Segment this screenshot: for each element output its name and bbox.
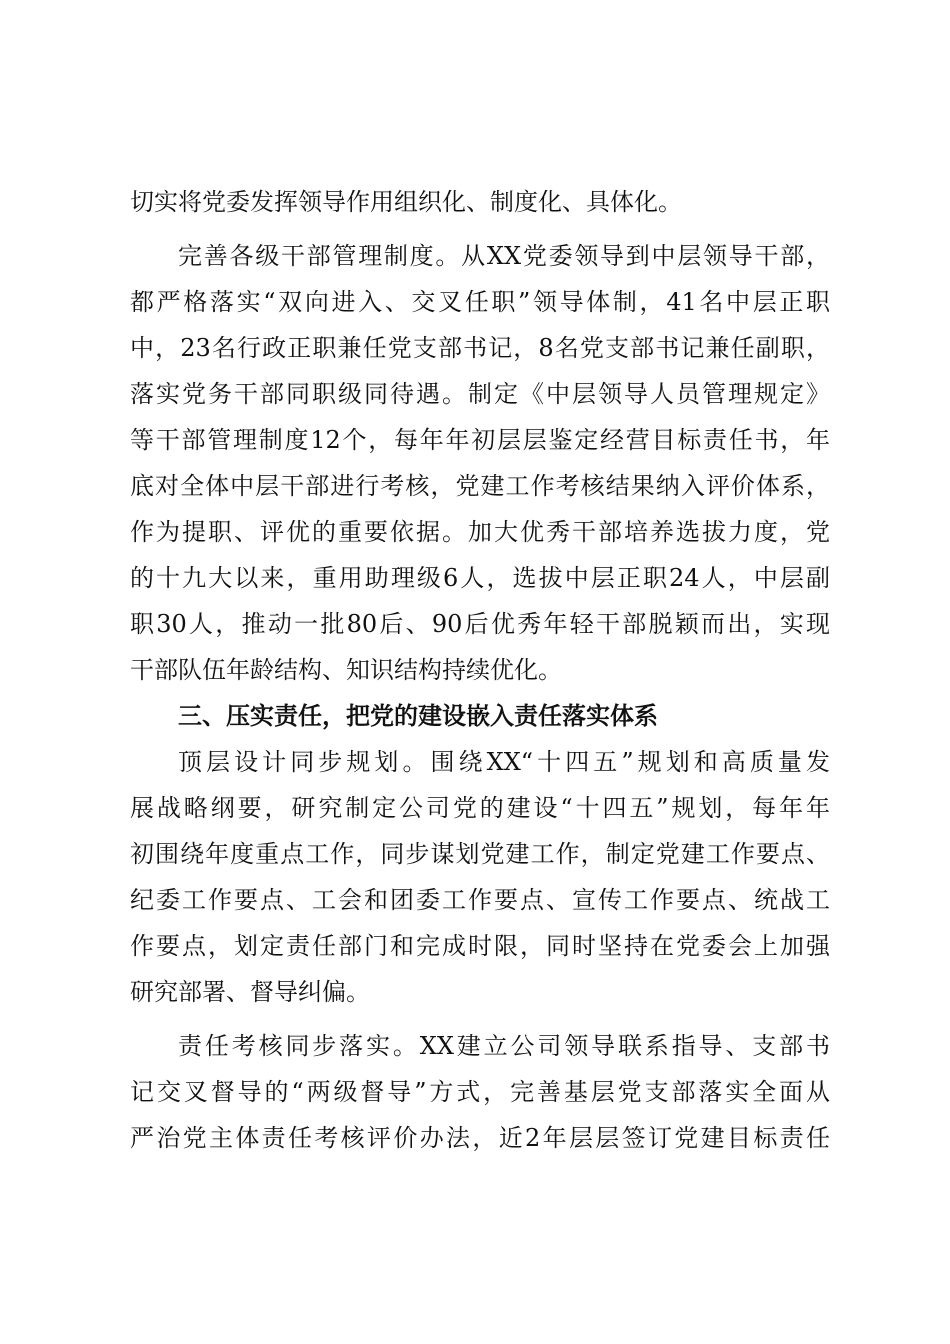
paragraph-line: 职30人，推动一批80后、90后优秀年轻干部脱颖而出，实现 [130,610,830,638]
paragraph-gap [130,225,830,233]
paragraph-line: 干部队伍年龄结构、知识结构持续优化。 [130,656,562,684]
paragraph-line: 记交叉督导的“两级督导”方式，完善基层党支部落实全面从 [130,1078,830,1106]
paragraph-line: 研究部署、督导纠偏。 [130,978,370,1006]
paragraph-line: 等干部管理制度12个，每年年初层层鉴定经营目标责任书，年 [130,426,830,454]
paragraph-line: 中，23名行政正职兼任党支部书记，8名党支部书记兼任副职， [130,334,830,362]
document-body [130,179,830,1161]
paragraph-line: 底对全体中层干部进行考核，党建工作考核结果纳入评价体系， [130,472,830,500]
paragraph-gap [130,1015,830,1023]
paragraph-line: 纪委工作要点、工会和团委工作要点、宣传工作要点、统战工 [130,886,830,914]
paragraph-line: 都严格落实“双向进入、交叉任职”领导体制，41名中层正职 [130,288,830,316]
paragraph-line: 展战略纲要，研究制定公司党的建设“十四五”规划，每年年 [130,794,830,822]
paragraph-line: 初围绕年度重点工作，同步谋划党建工作，制定党建工作要点、 [130,840,830,868]
paragraph-line: 完善各级干部管理制度。从XX党委领导到中层领导干部， [178,242,830,270]
paragraph-line: 切实将党委发挥领导作用组织化、制度化、具体化。 [130,188,682,216]
paragraph-line: 严治党主体责任考核评价办法，近2年层层签订党建目标责任 [130,1124,830,1152]
paragraph-line: 顶层设计同步规划。围绕XX“十四五”规划和高质量发 [178,748,830,776]
paragraph-line: 落实党务干部同职级同待遇。制定《中层领导人员管理规定》 [130,380,830,408]
paragraph-line: 责任考核同步落实。XX建立公司领导联系指导、支部书 [178,1032,830,1060]
section-heading: 三、压实责任，把党的建设嵌入责任落实体系 [178,702,658,730]
paragraph-line: 的十九大以来，重用助理级6人，选拔中层正职24人，中层副 [130,564,830,592]
paragraph-line: 作为提职、评优的重要依据。加大优秀干部培养选拔力度，党 [130,518,830,546]
paragraph-line: 作要点，划定责任部门和完成时限，同时坚持在党委会上加强 [130,932,830,960]
